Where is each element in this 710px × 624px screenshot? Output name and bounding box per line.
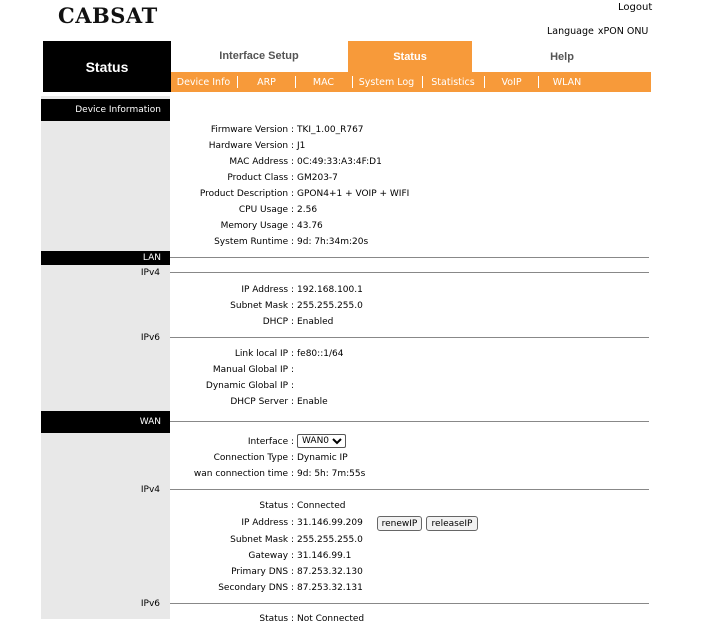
hardware-version-value: J1 [297, 141, 306, 151]
subtab-wlan[interactable]: WLAN [552, 76, 582, 88]
dhcp-server-label: DHCP Server : [230, 397, 294, 407]
mac-address-value: 0C:49:33:A3:4F:D1 [297, 157, 382, 167]
release-ip-button[interactable]: releaseIP [426, 516, 478, 531]
lan-ip-address-label: IP Address : [241, 285, 294, 295]
lan-heading: LAN [41, 251, 170, 265]
memory-usage-value: 43.76 [297, 221, 323, 231]
wan-subnet-mask-value: 255.255.255.0 [297, 535, 363, 545]
gateway-label: Gateway : [248, 551, 294, 561]
subnav-bar [171, 72, 651, 92]
gateway-value: 31.146.99.1 [297, 551, 352, 561]
subtab-system-log[interactable]: System Log [358, 76, 415, 88]
lan-ip-address-value: 192.168.100.1 [297, 285, 363, 295]
sidebar-panel [41, 96, 170, 619]
firmware-version-label: Firmware Version : [210, 125, 294, 135]
link-local-ip-value: fe80::1/64 [297, 349, 344, 359]
wan-status-label: Status : [259, 501, 294, 511]
cpu-usage-label: CPU Usage : [238, 205, 294, 215]
dynamic-global-ip-label: Dynamic Global IP : [205, 381, 294, 391]
divider [170, 421, 649, 422]
primary-dns-label: Primary DNS : [231, 567, 294, 577]
tab-help[interactable]: Help [550, 50, 574, 63]
cpu-usage-value: 2.56 [297, 205, 318, 215]
primary-dns-value: 87.253.32.130 [297, 567, 363, 577]
secondary-dns-label: Secondary DNS : [218, 583, 294, 593]
wan-ipv6-status-label: Status : [259, 614, 294, 624]
divider [170, 257, 649, 258]
product-description-value: GPON4+1 + VOIP + WIFI [297, 189, 410, 199]
wan-interface-label: Interface : [247, 437, 294, 447]
subtab-device-info[interactable]: Device Info [176, 76, 231, 88]
lan-ipv4-label: IPv4 [140, 268, 160, 278]
dhcp-server-value: Enable [297, 397, 328, 407]
mac-address-label: MAC Address : [229, 157, 294, 167]
wan-ipv6-status-value: Not Connected [297, 614, 365, 624]
language-value: xPON ONU [597, 26, 649, 37]
renew-ip-button[interactable]: renewIP [377, 516, 422, 531]
wan-connection-time-label: wan connection time : [193, 469, 294, 479]
subtab-arp[interactable]: ARP [257, 76, 276, 88]
wan-ipv6-label: IPv6 [140, 599, 160, 609]
lan-ipv6-label: IPv6 [140, 333, 160, 343]
logout-link[interactable]: Logout [618, 2, 653, 13]
wan-ip-address-value: 31.146.99.209 [297, 518, 363, 528]
section-status-box: Status [43, 41, 171, 92]
manual-global-ip-label: Manual Global IP : [212, 365, 294, 375]
system-runtime-label: System Runtime : [214, 237, 294, 247]
divider [170, 603, 649, 604]
language-indicator [547, 26, 652, 37]
lan-subnet-mask-value: 255.255.255.0 [297, 301, 363, 311]
language-label: Language [547, 26, 594, 37]
wan-ipv4-label: IPv4 [140, 485, 160, 495]
secondary-dns-value: 87.253.32.131 [297, 583, 363, 593]
product-class-value: GM203-7 [297, 173, 338, 183]
connection-type-value: Dynamic IP [297, 453, 348, 463]
device-info-heading: Device Information [41, 99, 170, 121]
hardware-version-label: Hardware Version : [208, 141, 294, 151]
subtab-statistics[interactable]: Statistics [431, 76, 475, 88]
wan-status-value: Connected [297, 501, 346, 511]
connection-type-label: Connection Type : [213, 453, 294, 463]
subtab-mac[interactable]: MAC [312, 76, 335, 88]
lan-dhcp-value: Enabled [297, 317, 334, 327]
tab-status[interactable]: Status [348, 41, 472, 72]
product-description-label: Product Description : [199, 189, 294, 199]
wan-connection-time-value: 9d: 5h: 7m:55s [297, 469, 366, 479]
link-local-ip-label: Link local IP : [234, 349, 294, 359]
firmware-version-value: TKI_1.00_R767 [297, 125, 364, 135]
system-runtime-value: 9d: 7h:34m:20s [297, 237, 369, 247]
memory-usage-label: Memory Usage : [220, 221, 294, 231]
wan-heading: WAN [41, 411, 170, 433]
subtab-voip[interactable]: VoIP [501, 76, 522, 88]
lan-dhcp-label: DHCP : [262, 317, 294, 327]
wan-ip-address-label: IP Address : [241, 518, 294, 528]
tab-interface-setup[interactable]: Interface Setup [219, 50, 299, 62]
divider [170, 272, 649, 273]
wan-subnet-mask-label: Subnet Mask : [230, 535, 294, 545]
wan-interface-select[interactable] [297, 434, 346, 448]
divider [170, 337, 649, 338]
product-class-label: Product Class : [227, 173, 294, 183]
brand-logo: CABSAT [58, 3, 158, 28]
divider [170, 489, 649, 490]
lan-subnet-mask-label: Subnet Mask : [230, 301, 294, 311]
